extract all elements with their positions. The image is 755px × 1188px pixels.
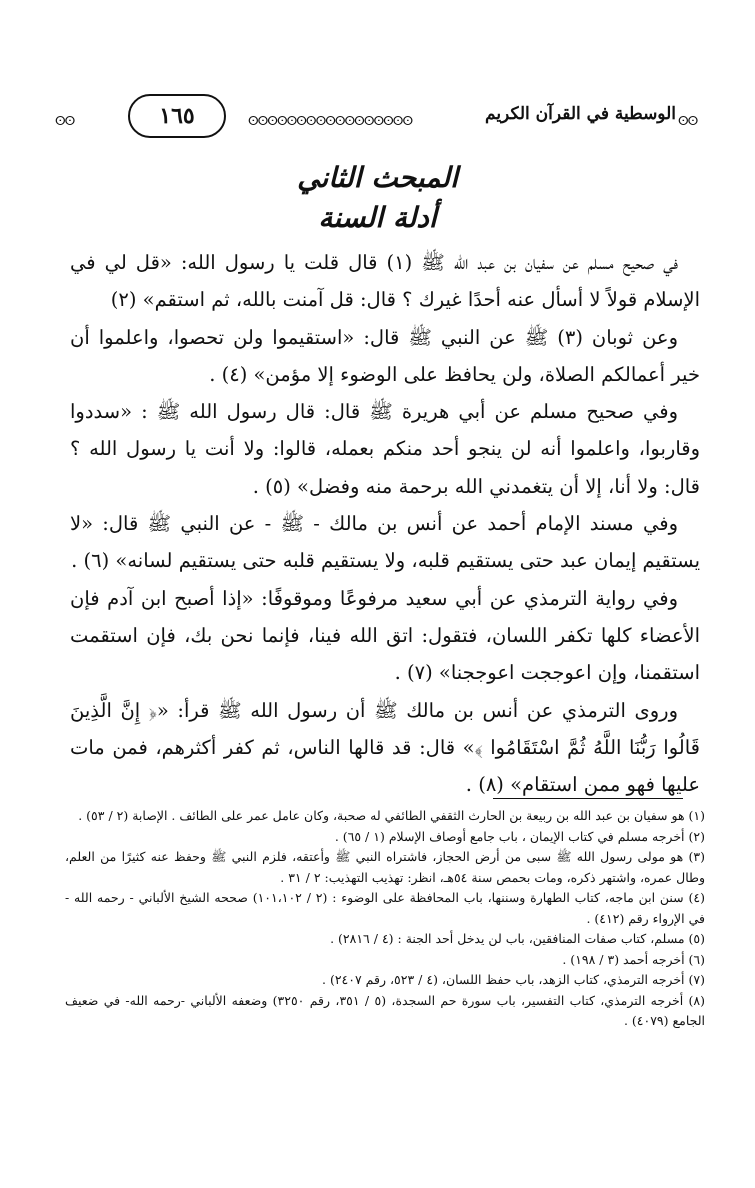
footnotes xyxy=(65,806,705,1032)
footnote: (٦) أخرجه أحمد (٣ / ١٩٨) . xyxy=(562,951,705,967)
footnote: (٢) أخرجه مسلم في كتاب الإيمان ، باب جامع أوصاف الإسلام (١ / ٦٥) . xyxy=(334,828,705,844)
paragraph: وفي صحيح مسلم عن أبي هريرة ﷺ قال: قال رسول الله ﷺ : «سددوا وقاربوا، واعلموا أنه لن ينجو أحد منكم بعمله، قالوا: ولا أنت يا رسول الله ؟ قال: ولا أنا، إلا أن يتغمدني الله برحمة منه وفضل» (٥) . xyxy=(70,400,700,498)
chapter-title: المبحث الثاني xyxy=(297,161,458,194)
paragraph: في صحيح مسلم عن سفيان بن عبد الله ﷺ (١) قال قلت يا رسول الله: «قل لي في الإسلام قولاً لا أسأل عنه أحدًا غيرك ؟ قال: قل آمنت بالله، ثم استقم» (٢) xyxy=(70,251,700,312)
page-number: ١٦٥ xyxy=(128,94,226,138)
running-title: الوسطية في القرآن الكريم xyxy=(485,104,676,124)
footnote: (٤) سنن ابن ماجه، كتاب الطهارة وسننها، باب المحافظة على الوضوء : (٢ / ١٠١،١٠٢) صححه الشيخ الألباني - رحمه الله - في الإرواء رقم (٤١٢) . xyxy=(65,890,705,926)
page-header xyxy=(50,92,715,142)
header-ornament-middle: ⵙⵙⵙⵙⵙⵙⵙⵙⵙⵙⵙⵙⵙⵙⵙⵙⵙ xyxy=(248,114,413,126)
header-ornament-right: ⵙⵙ xyxy=(678,114,698,126)
footnote-divider xyxy=(493,798,683,799)
footnote: (٥) مسلم، كتاب صفات المنافقين، باب لن يدخل أحد الجنة : (٤ / ٢٨١٦) . xyxy=(330,931,705,946)
main-text xyxy=(70,244,700,803)
header-ornament-left: ⵙⵙ xyxy=(55,114,75,126)
paragraph: وعن ثوبان (٣) ﷺ عن النبي ﷺ قال: «استقيموا ولن تحصوا، واعلموا أن خير أعمالكم الصلاة، ولن يحافظ على الوضوء إلا مؤمن» (٤) . xyxy=(70,325,700,386)
footnote: (٧) أخرجه الترمذي، كتاب الزهد، باب حفظ اللسان، (٤ / ٥٢٣، رقم ٢٤٠٧) . xyxy=(322,972,705,987)
paragraph: وفي رواية الترمذي عن أبي سعيد مرفوعًا وموقوفًا: «إذا أصبح ابن آدم فإن الأعضاء كلها تكفر اللسان، فتقول: اتق الله فينا، فإنما نحن بك، فإن استقمت استقمنا، وإن اعوججت اعوججنا» (٧) . xyxy=(70,586,700,685)
footnote: (١) هو سفيان بن عبد الله بن ربيعة بن الحارث الثقفي الطائفي له صحبة، وكان عامل عمر على الطائف . الإصابة (٢ / ٥٣) . xyxy=(78,808,705,823)
section-title: أدلة السنة xyxy=(318,201,437,234)
paragraph: وفي مسند الإمام أحمد عن أنس بن مالك - ﷺ - عن النبي ﷺ قال: «لا يستقيم إيمان عبد حتى يستقيم قلبه، ولا يستقيم قلبه حتى يستقيم لسانه» (٦) . xyxy=(70,512,700,573)
titles-block xyxy=(0,158,755,238)
paragraph: وروى الترمذي عن أنس بن مالك ﷺ أن رسول الله ﷺ قرأ: «﴿ إِنَّ الَّذِينَ قَالُوا رَبُّنَا اللَّهُ ثُمَّ اسْتَقَامُوا ﴾» قال: قد قالها الناس، ثم كفر أكثرهم، فمن مات عليها فهو ممن استقام» (٨) . xyxy=(70,698,700,797)
footnote: (٣) هو مولى رسول الله ﷺ سبى من أرض الحجاز، فاشتراه النبي ﷺ وأعتقه، فلزم النبي ﷺ وحفظ عنه كثيرًا من العلم، وطال عمره، واشتهر ذكره، ومات بحمص سنة ٥٤هـ، انظر: تهذيب التهذيب: ٢ / ٣١ . xyxy=(65,849,705,885)
footnote: (٨) أخرجه الترمذي، كتاب التفسير، باب سورة حم السجدة، (٥ / ٣٥١، رقم ٣٢٥٠) وضعفه الألباني -رحمه الله- في ضعيف الجامع (٤٠٧٩) . xyxy=(65,992,705,1028)
